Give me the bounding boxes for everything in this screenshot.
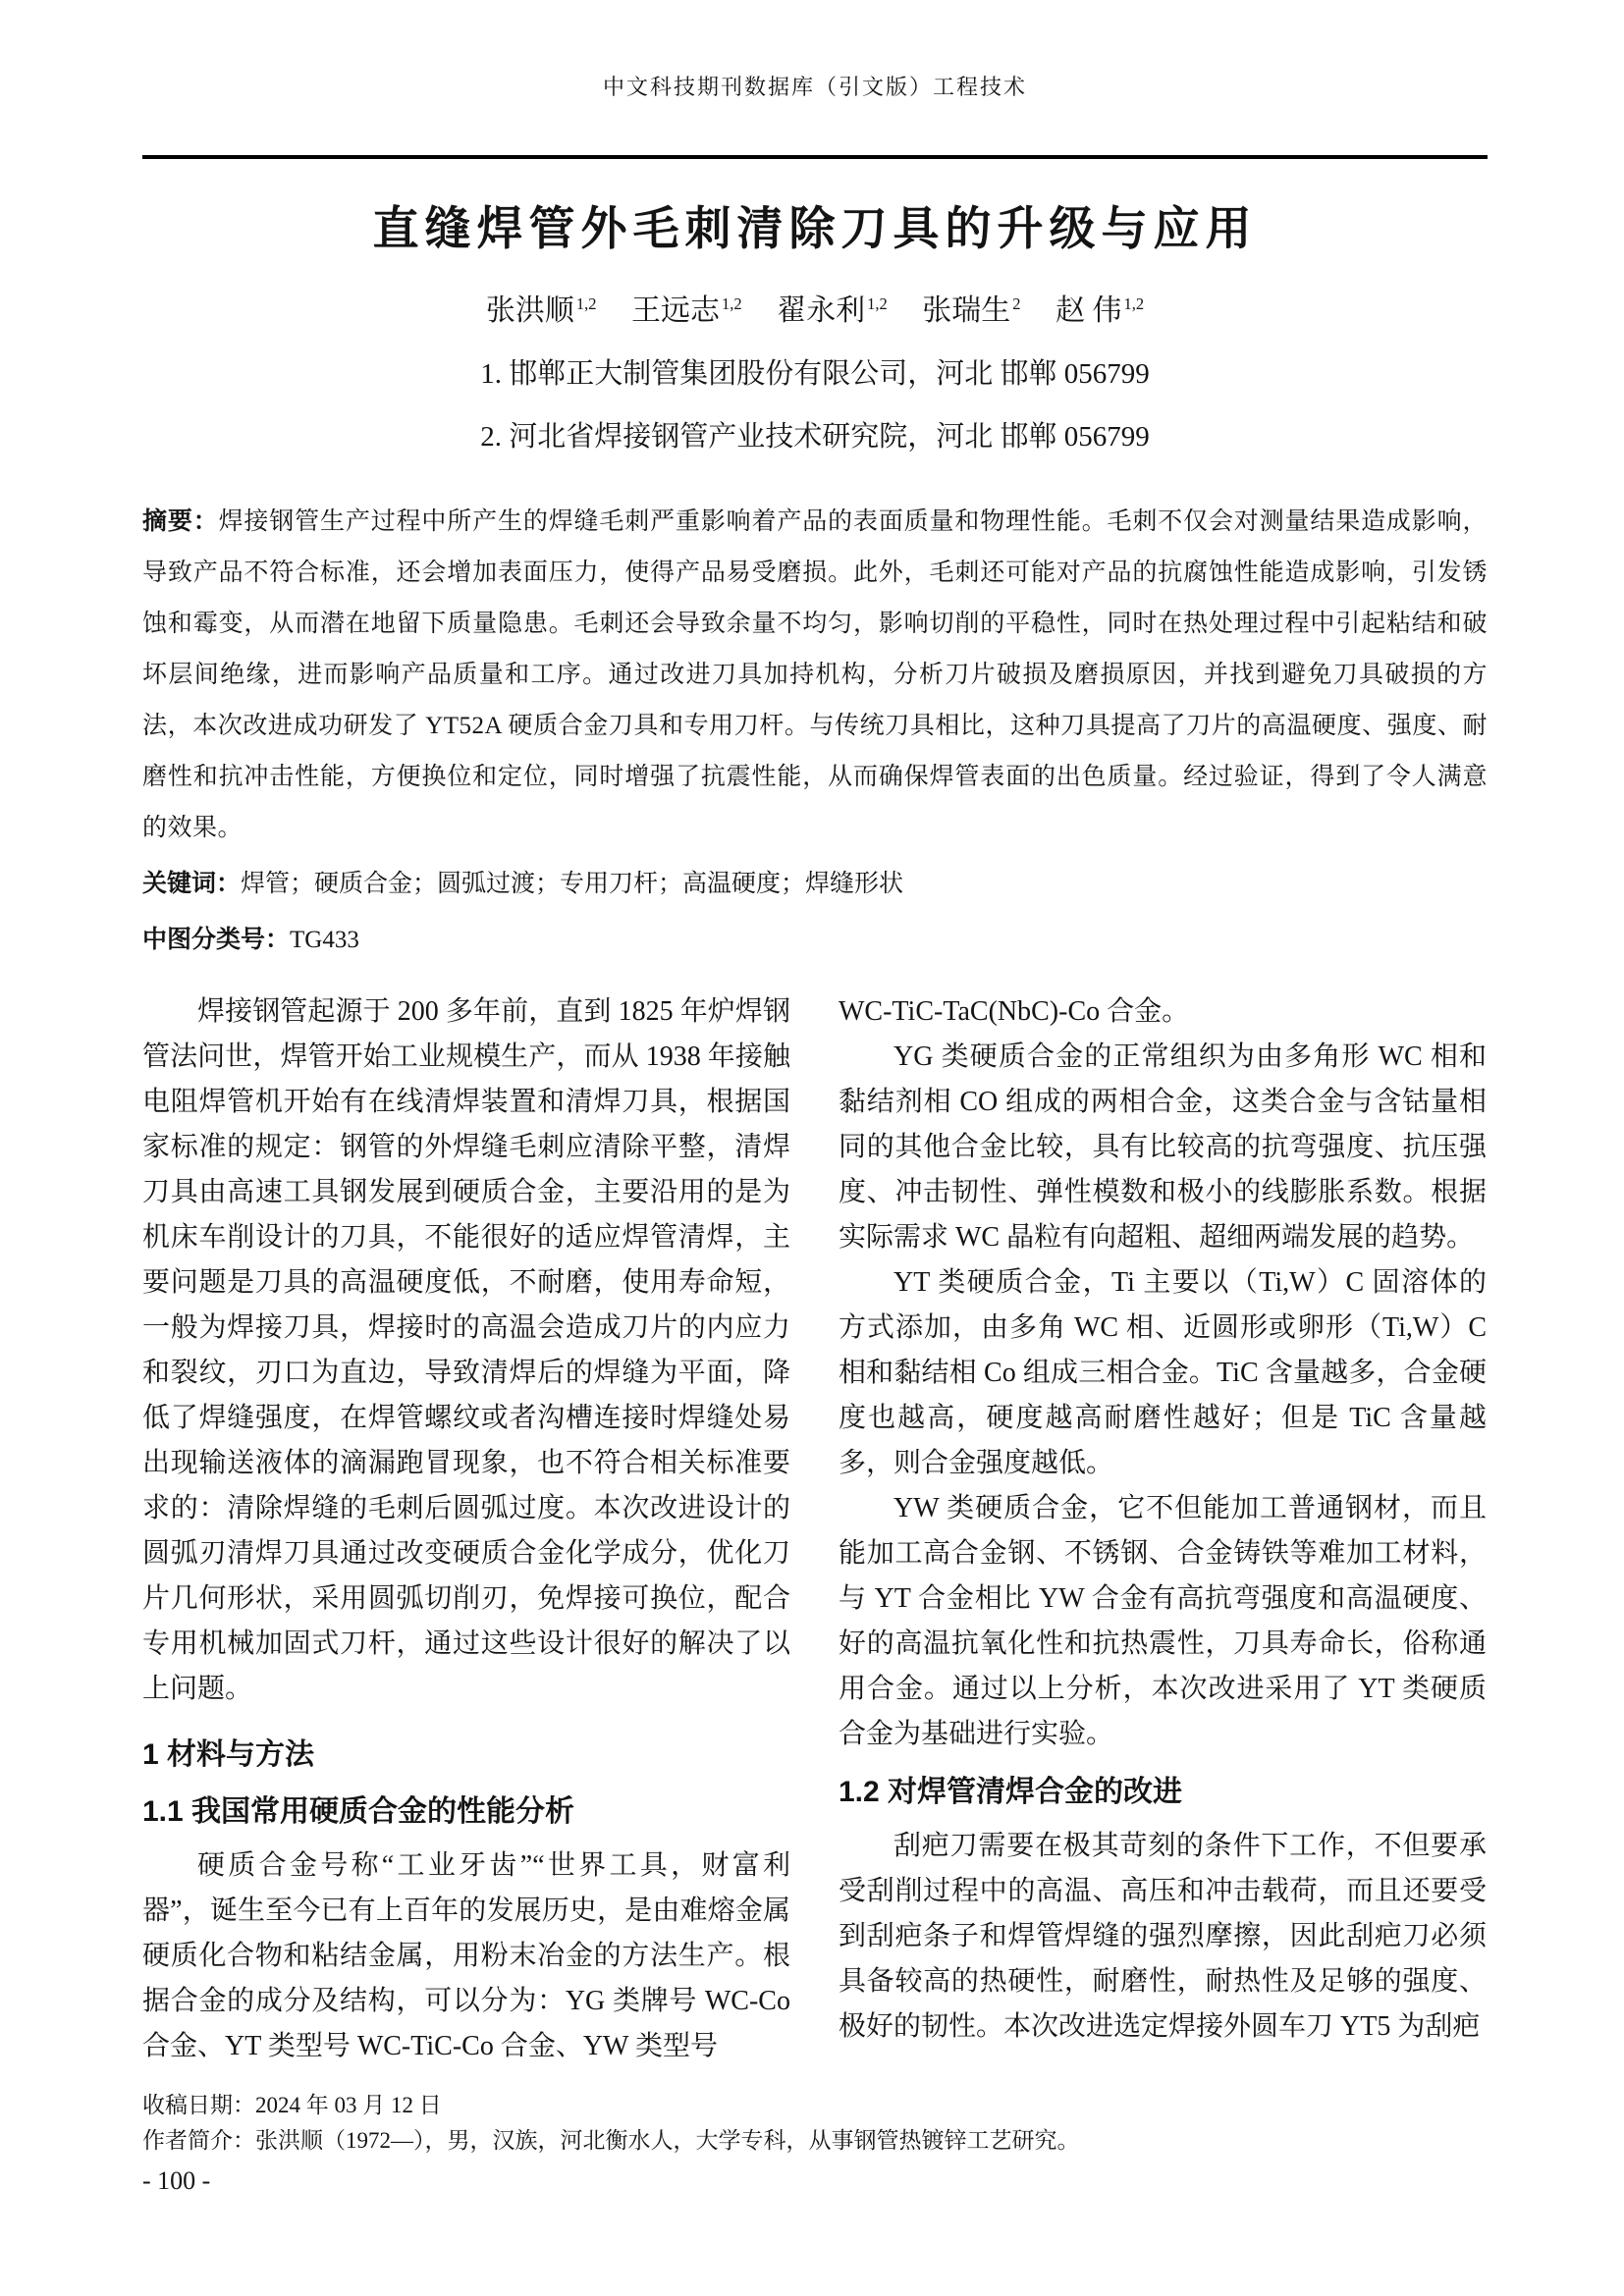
paragraph: YG 类硬质合金的正常组织为由多角形 WC 相和黏结剂相 CO 组成的两相合金，这类合金与含钴量相同的其他合金比较，具有比较高的抗弯强度、抗压强度、冲击韧性、弹性模数和极小的线膨胀系数。根据实际需求 WC 晶粒有向超粗、超细两端发展的趋势。 xyxy=(839,1041,1487,1253)
author xyxy=(486,294,597,327)
body-right-column xyxy=(839,989,1487,2077)
author-superscript: 1,2 xyxy=(867,294,888,313)
footer xyxy=(142,2091,1488,2197)
abstract xyxy=(142,496,1488,854)
clc-label: 中图分类号： xyxy=(142,926,291,953)
author-name: 张洪顺 xyxy=(485,294,574,327)
body-left-column xyxy=(142,989,790,2077)
author xyxy=(922,294,1020,327)
author-superscript: 1,2 xyxy=(722,294,742,313)
keywords-label: 关键词： xyxy=(142,870,242,897)
author-superscript: 2 xyxy=(1012,294,1021,313)
section-heading-1: 1 材料与方法 xyxy=(142,1738,315,1771)
body-columns xyxy=(142,989,1488,2077)
paragraph: YT 类硬质合金，Ti 主要以（Ti,W）C 固溶体的方式添加，由多角 WC 相、近圆形或卵形（Ti,W）C 相和黏结相 Co 组成三相合金。TiC 含量越多，合金硬度也越高，硬度越高耐磨性越好；但是 TiC 含量越多，则合金强度越低。 xyxy=(839,1267,1487,1478)
clc-value: TG433 xyxy=(290,927,359,953)
author xyxy=(631,294,742,327)
paragraph: 焊接钢管起源于 200 多年前，直到 1825 年炉焊钢管法问世，焊管开始工业规模生产，而从 1938 年接触电阻焊管机开始有在线清焊装置和清焊刀具，根据国家标准的规定：钢管的外焊缝毛刺应清除平整，清焊刀具由高速工具钢发展到硬质合金，主要沿用的是为机床车削设计的刀具，不能很好的适应焊管清焊，主要问题是刀具的高温硬度低，不耐磨，使用寿命短，一般为焊接刀具，焊接时的高温会造成刀片的内应力和裂纹，刃口为直边，导致清焊后的焊缝为平面，降低了焊缝强度，在焊管螺纹或者沟槽连接时焊缝处易出现输送液体的滴漏跑冒现象，也不符合相关标准要求的：清除焊缝的毛刺后圆弧过度。本次改进设计的圆弧刃清焊刀具通过改变硬质合金化学成分，优化刀片几何形状，采用圆弧切削刃，免焊接可换位，配合专用机械加固式刀杆，通过这些设计很好的解决了以上问题。 xyxy=(142,996,790,1704)
affiliation-line: 1. 邯郸正大制管集团股份有限公司，河北 邯郸 056799 xyxy=(480,358,1150,390)
author-name: 赵 伟 xyxy=(1056,294,1122,327)
affiliation-line: 2. 河北省焊接钢管产业技术研究院，河北 邯郸 056799 xyxy=(480,421,1150,453)
header-rule xyxy=(142,155,1488,159)
paragraph-continuation: WC-TiC-TaC(NbC)-Co 合金。 xyxy=(839,996,1190,1027)
footer-author-bio: 作者简介：张洪顺（1972—），男，汉族，河北衡水人，大学专科，从事钢管热镀锌工艺研究。 xyxy=(142,2128,1080,2153)
abstract-label: 摘要： xyxy=(142,507,219,535)
paragraph: 硬质合金号称“工业牙齿”“世界工具，财富利器”，诞生至今已有上百年的发展历史，是由难熔金属硬质化合物和粘结金属，用粉末冶金的方法生产。根据合金的成分及结构，可以分为：YG 类牌号 WC-Co 合金、YT 类型号 WC-TiC-Co 合金、YW 类型号 xyxy=(142,1850,790,2061)
clc-line xyxy=(142,914,1488,966)
keywords-text: 焊管；硬质合金；圆弧过渡；专用刀杆；高温硬度；焊缝形状 xyxy=(241,871,904,897)
section-heading-1-1: 1.1 我国常用硬质合金的性能分析 xyxy=(142,1795,575,1828)
footer-received-date: 收稿日期：2024 年 03 月 12 日 xyxy=(142,2093,442,2117)
page-number: - 100 - xyxy=(142,2166,211,2195)
abstract-text: 焊接钢管生产过程中所产生的焊缝毛刺严重影响着产品的表面质量和物理性能。毛刺不仅会对测量结果造成影响，导致产品不符合标准，还会增加表面压力，使得产品易受磨损。此外，毛刺还可能对产品的抗腐蚀性能造成影响，引发锈蚀和霉变，从而潜在地留下质量隐患。毛刺还会导致余量不均匀，影响切削的平稳性，同时在热处理过程中引起粘结和破坏层间绝缘，进而影响产品质量和工序。通过改进刀具加持机构，分析刀片破损及磨损原因，并找到避免刀具破损的方法，本次改进成功研发了 YT52A 硬质合金刀具和专用刀杆。与传统刀具相比，这种刀具提高了刀片的高温硬度、强度、耐磨性和抗冲击性能，方便换位和定位，同时增强了抗震性能，从而确保焊管表面的出色质量。经过验证，得到了令人满意的效果。 xyxy=(142,508,1488,841)
author-superscript: 1,2 xyxy=(1123,294,1145,313)
journal-title: 中文科技期刊数据库（引文版）工程技术 xyxy=(602,75,1027,99)
author-name: 王远志 xyxy=(631,294,720,327)
page-title: 直缝焊管外毛刺清除刀具的升级与应用 xyxy=(372,202,1258,254)
author-superscript: 1,2 xyxy=(575,294,597,313)
author xyxy=(777,294,888,327)
keywords-line xyxy=(142,858,1488,910)
section-heading-1-2: 1.2 对焊管清焊合金的改进 xyxy=(839,1776,1183,1808)
paragraph: 刮疤刀需要在极其苛刻的条件下工作，不但要承受刮削过程中的高温、高压和冲击载荷，而且还要受到刮疤条子和焊管焊缝的强烈摩擦，因此刮疤刀必须具备较高的热硬性，耐磨性，耐热性及足够的强度、极好的韧性。本次改进选定焊接外圆车刀 YT5 为刮疤 xyxy=(839,1831,1487,2042)
author-name: 翟永利 xyxy=(777,294,866,327)
author-name: 张瑞生 xyxy=(922,294,1011,327)
authors-line xyxy=(142,287,1488,329)
paragraph: YW 类硬质合金，它不但能加工普通钢材，而且能加工高合金钢、不锈钢、合金铸铁等难加工材料，与 YT 合金相比 YW 合金有高抗弯强度和高温硬度、好的高温抗氧化性和抗热震性，刀具寿命长，俗称通用合金。通过以上分析，本次改进采用了 YT 类硬质合金为基础进行实验。 xyxy=(839,1493,1487,1749)
author xyxy=(1056,294,1144,327)
